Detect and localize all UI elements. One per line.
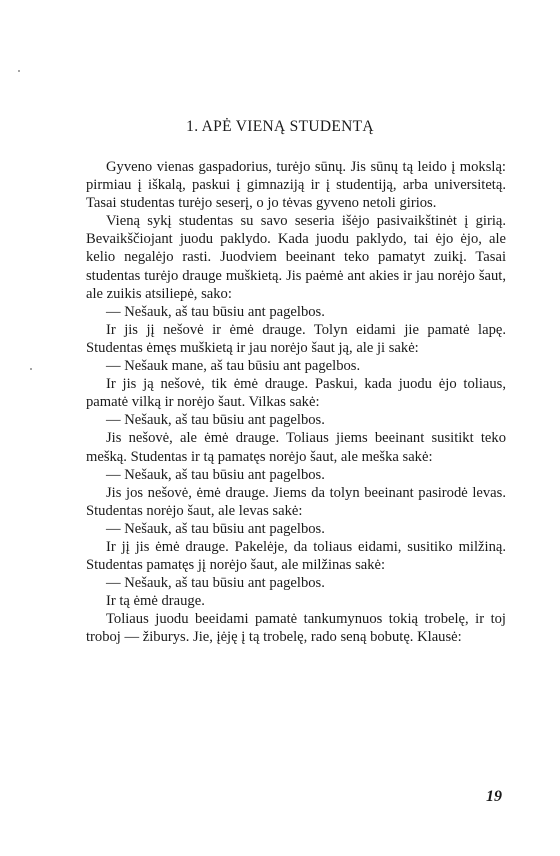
dialogue-line: — Nešauk, aš tau būsiu ant pagelbos. <box>106 575 325 592</box>
paragraph: Toliaus juodu beeidami pamatė tankumynuos tokią trobelę, ir toj troboj — žiburys. Jie, įėję į tą trobelę, rado seną bobutę. Klausė: <box>86 611 506 646</box>
paper-speck <box>30 368 32 370</box>
paragraph: Gyveno vienas gaspadorius, turėjo sūnų. Jis sūnų tą leido į mokslą: pirmiau į iškalą, paskui į gimnaziją ir į studentiją, arba universitetą. Tasai studentas turėjo seserį, o jo tėvas gyveno netoli girios. <box>86 159 506 212</box>
paragraph: Ir tą ėmė drauge. <box>106 593 205 610</box>
story-body <box>86 158 506 647</box>
paragraph: Ir jis ją nešovė, tik ėmė drauge. Paskui, kada juodu ėjo toliaus, pamatė vilką ir norėjo šaut. Vilkas sakė: <box>86 376 506 411</box>
paper-speck <box>18 70 20 72</box>
dialogue-line: — Nešauk, aš tau būsiu ant pagelbos. <box>106 466 325 483</box>
paragraph: Jis nešovė, ale ėmė drauge. Toliaus jiems beeinant susitikt teko mešką. Studentas ir tą pamatęs norėjo šaut, ale meška sakė: <box>86 430 506 465</box>
dialogue-line: — Nešauk mane, aš tau būsiu ant pagelbos. <box>106 358 361 375</box>
dialogue-line: — Nešauk, aš tau būsiu ant pagelbos. <box>106 303 325 320</box>
dialogue-line: — Nešauk, aš tau būsiu ant pagelbos. <box>106 412 325 429</box>
page-number: 19 <box>486 788 502 805</box>
story-title: 1. APĖ VIENĄ STUDENTĄ <box>186 118 374 135</box>
paragraph: Vieną sykį studentas su savo seseria išėjo pasivaikštinėt į girią. Bevaikščiojant juodu paklydo. Kada juodu paklydo, tai ėjo ėjo, ale kelio negalėjo rasti. Juodviem beeinant teko pamatyt zuikį. Tasai studentas turėjo drauge muškietą. Jis paėmė ant akies ir jau norėjo šaut, ale zuikis atsiliepė, sako: <box>86 213 506 302</box>
paragraph: Ir jis jį nešovė ir ėmė drauge. Tolyn eidami jie pamatė lapę. Studentas ėmęs muškietą ir jau norėjo šaut ją, ale ji sakė: <box>86 321 506 356</box>
paragraph: Ir jį jis ėmė drauge. Pakelėje, da toliaus eidami, susitiko milžiną. Studentas pamatęs jį norėjo šaut, ale milžinas sakė: <box>86 538 506 574</box>
paragraph: Jis jos nešovė, ėmė drauge. Jiems da tolyn beeinant pasirodė levas. Studentas norėjo šaut, ale levas sakė: <box>86 484 506 519</box>
dialogue-line: — Nešauk, aš tau būsiu ant pagelbos. <box>106 520 325 537</box>
